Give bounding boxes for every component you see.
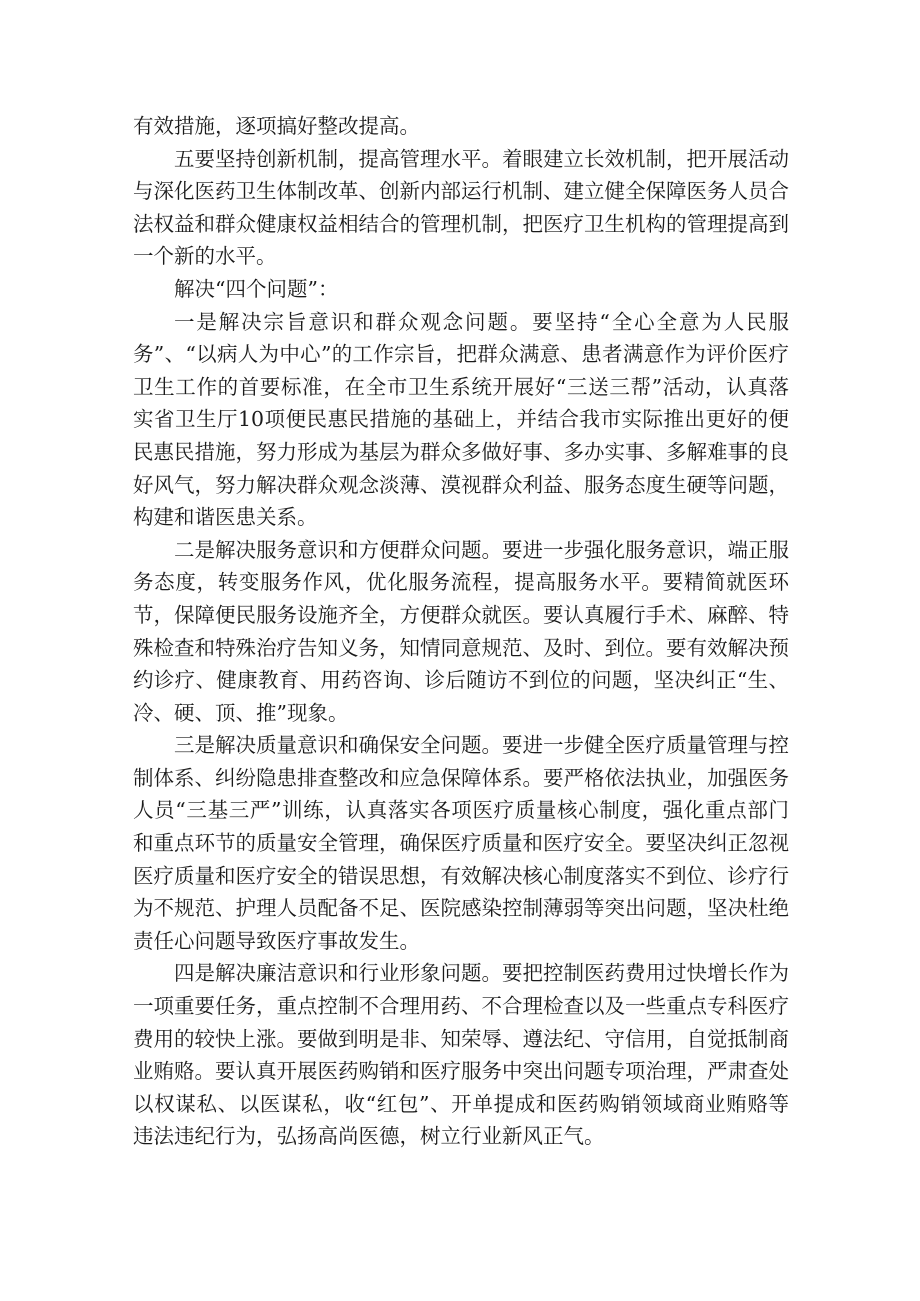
paragraph-purpose-awareness: 一是解决宗旨意识和群众观念问题。要坚持“全心全意为人民服务”、“以病人为中心”的工作宗旨，把群众满意、患者满意作为评价医疗卫生工作的首要标准，在全市卫生系统开展好“三送三帮”活动，认真落实省卫生厅10项便民惠民措施的基础上，并结合我市实际推出更好的便民惠民措施，努力形成为基层为群众多做好事、多办实事、多解难事的良好风气，努力解决群众观念淡薄、漠视群众利益、服务态度生硬等问题，构建和谐医患关系。: [133, 309, 789, 530]
paragraph-quality-awareness: 三是解决质量意识和确保安全问题。要进一步健全医疗质量管理与控制体系、纠纷隐患排查整改和应急保障体系。要严格依法执业，加强医务人员“三基三严”训练，认真落实各项医疗质量核心制度，强化重点部门和重点环节的质量安全管理，确保医疗质量和医疗安全。要坚决纠正忽视医疗质量和医疗安全的错误思想，有效解决核心制度落实不到位、诊疗行为不规范、护理人员配备不足、医院感染控制薄弱等突出问题，坚决杜绝责任心问题导致医疗事故发生。: [133, 733, 789, 953]
paragraph-continuation: 有效措施，逐项搞好整改提高。: [133, 114, 420, 138]
paragraph-innovation-mechanism: 五要坚持创新机制，提高管理水平。着眼建立长效机制，把开展活动与深化医药卫生体制改革、创新内部运行机制、建立健全保障医务人员合法权益和群众健康权益相结合的管理机制，把医疗卫生机构的管理提高到一个新的水平。: [133, 146, 789, 269]
paragraph-integrity-awareness: 四是解决廉洁意识和行业形象问题。要把控制医药费用过快增长作为一项重要任务，重点控制不合理用药、不合理检查以及一些重点专科医疗费用的较快上涨。要做到明是非、知荣辱、遵法纪、守信用，自觉抵制商业贿赂。要认真开展医药购销和医疗服务中突出问题专项治理，严肃查处以权谋私、以医谋私，收“红包”、开单提成和医药购销领域商业贿赂等违法违纪行为，弘扬高尚医德，树立行业新风正气。: [133, 961, 789, 1149]
paragraph-service-awareness: 二是解决服务意识和方便群众问题。要进一步强化服务意识，端正服务态度，转变服务作风，优化服务流程，提高服务水平。要精简就医环节，保障便民服务设施齐全，方便群众就医。要认真履行手术、麻醉、特殊检查和特殊治疗告知义务，知情同意规范、及时、到位。要有效解决预约诊疗、健康教育、用药咨询、诊后随访不到位的问题，坚决纠正“生、冷、硬、顶、推”现象。: [133, 537, 789, 725]
document-body: [133, 110, 789, 1153]
section-heading-four-problems: 解决“四个问题”：: [174, 276, 339, 301]
